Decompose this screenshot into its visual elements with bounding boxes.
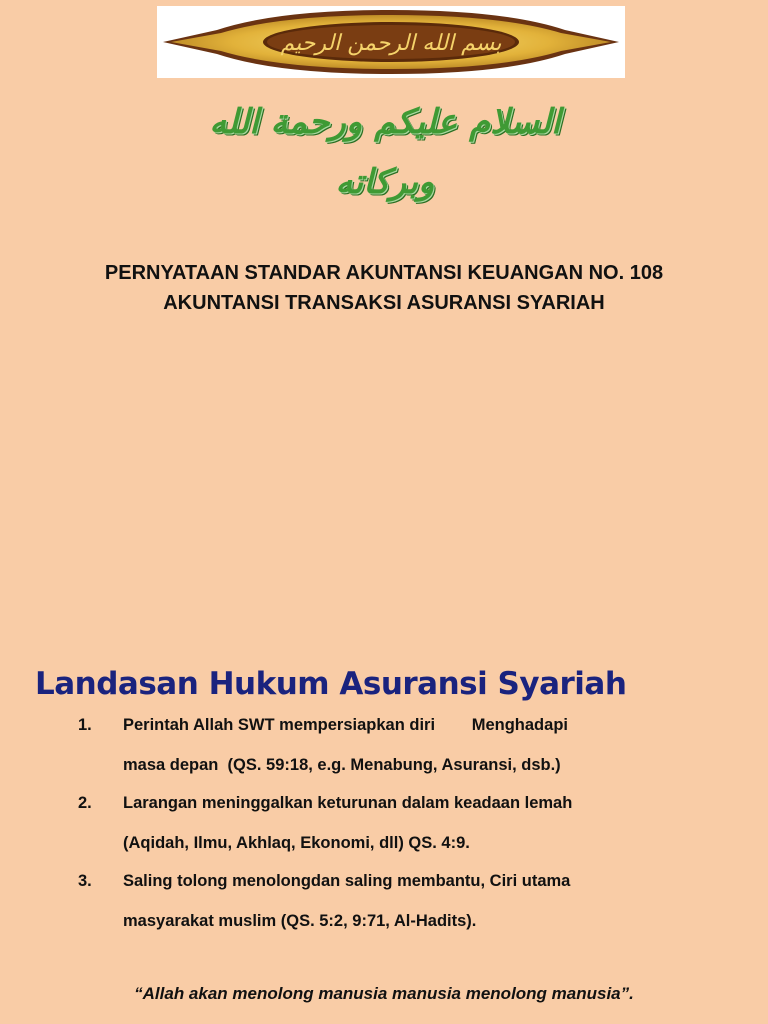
item-line-1: Larangan meninggalkan keturunan dalam keadaan lemah	[123, 794, 573, 812]
closing-quote: “Allah akan menolong manusia manusia menolong manusia”.	[134, 984, 634, 1003]
bismillah-banner	[157, 6, 625, 78]
ornament-frame	[157, 6, 625, 78]
item-line-2: masyarakat muslim (QS. 5:2, 9:71, Al-Hadits).	[123, 912, 477, 930]
item-line-2: masa depan (QS. 59:18, e.g. Menabung, Asuransi, dsb.)	[123, 756, 561, 774]
item-line-1: Perintah Allah SWT mempersiapkan diri Menghadapi	[123, 716, 568, 734]
item-number: 1.	[78, 716, 92, 734]
document-title	[0, 258, 768, 318]
section-heading: Landasan Hukum Asuransi Syariah	[35, 666, 627, 702]
title-line-1: PERNYATAAN STANDAR AKUNTANSI KEUANGAN NO. 108	[104, 262, 664, 284]
item-line-1: Saling tolong menolongdan saling membantu, Ciri utama	[123, 872, 571, 890]
item-number: 2.	[78, 794, 92, 812]
item-number: 3.	[78, 872, 92, 890]
bismillah-calligraphy: بسم الله الرحمن الرحيم	[280, 31, 502, 56]
title-line-2: AKUNTANSI TRANSAKSI ASURANSI SYARIAH	[163, 292, 605, 314]
salam-greeting: السلام عليكم ورحمة الله وبركاته	[209, 102, 561, 202]
item-line-2: (Aqidah, Ilmu, Akhlaq, Ekonomi, dll) QS. 4:9.	[123, 834, 470, 852]
